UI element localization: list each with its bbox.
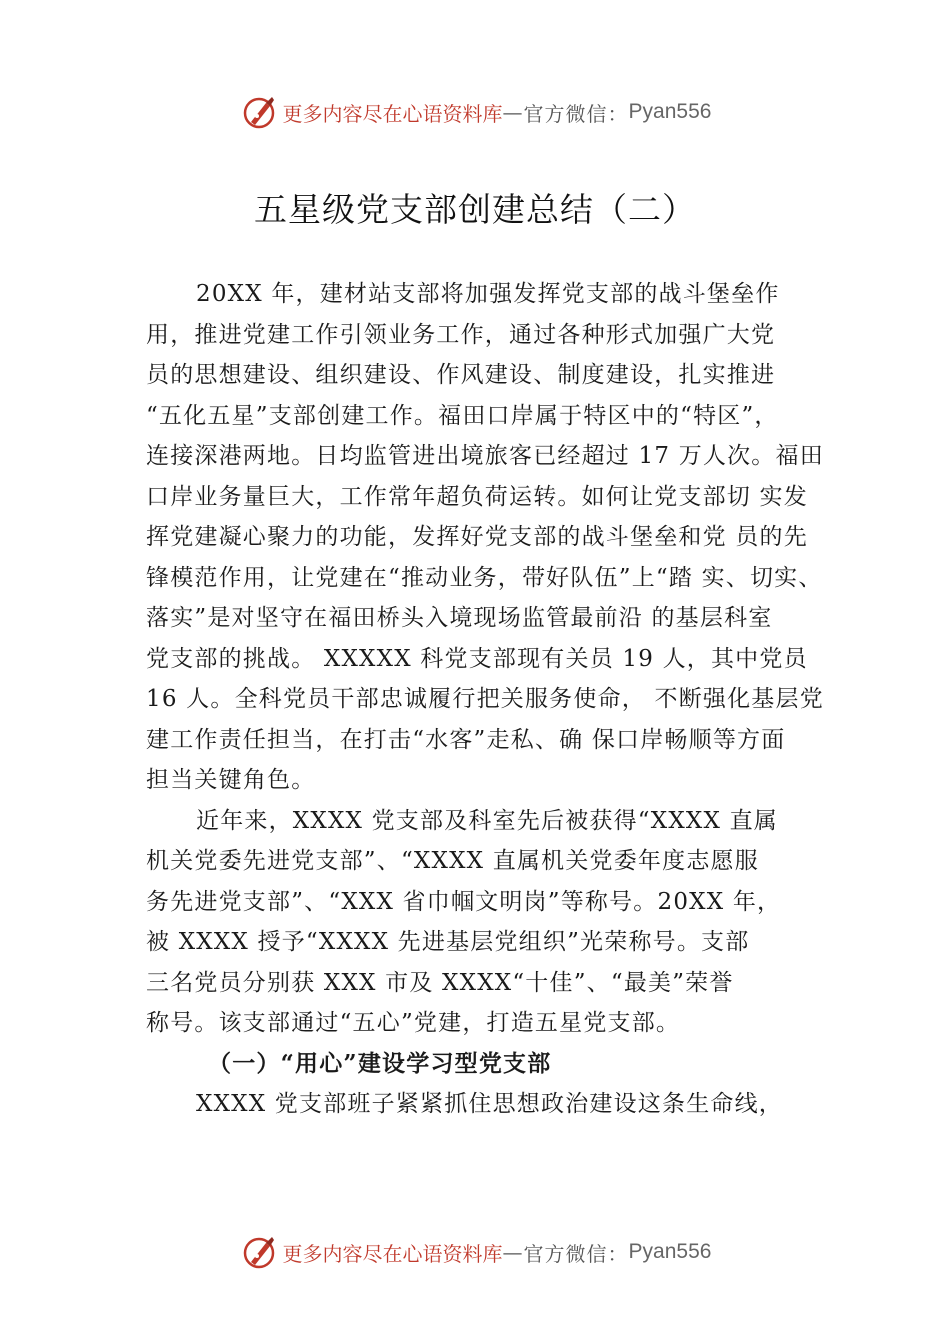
- pen-nib-circle-icon: [239, 92, 279, 132]
- brand-dash: —: [502, 100, 524, 124]
- wechat-label: 官方微信：: [523, 1241, 629, 1266]
- paragraph-1-line-2: 用，推进党建工作引领业务工作，通过各种形式加强广大党: [146, 321, 776, 348]
- paragraph-1-line-10: 党支部的挑战。 XXXXX 科党支部现有关员 19 人，其中党员: [146, 645, 808, 672]
- brand-text: 更多内容尽在心语资料库: [282, 101, 503, 126]
- footer-watermark: [0, 1232, 950, 1272]
- paragraph-2-line-6: 称号。该支部通过“五心”党建，打造五星党支部。: [146, 1010, 681, 1036]
- paragraph-1-line-13: 担当关键角色。: [146, 767, 316, 793]
- header-watermark: [0, 92, 950, 132]
- wechat-id: Pyan556: [628, 1240, 712, 1263]
- pen-nib-circle-icon: [239, 1232, 279, 1272]
- wechat-label: 官方微信：: [523, 101, 629, 126]
- paragraph-1-line-6: 口岸业务量巨大，工作常年超负荷运转。如何让党支部切 实发: [146, 483, 808, 510]
- paragraph-1-line-8: 锋模范作用，让党建在“推动业务，带好队伍”上“踏 实、切实、: [146, 564, 823, 591]
- section-heading-1: （一）“用心”建设学习型党支部: [208, 1049, 552, 1077]
- paragraph-1-line-12: 建工作责任担当，在打击“水客”走私、确 保口岸畅顺等方面: [146, 726, 786, 753]
- paragraph-1-line-7: 挥党建凝心聚力的功能，发挥好党支部的战斗堡垒和党 员的先: [146, 524, 808, 550]
- document-title: 五星级党支部创建总结（二）: [254, 190, 696, 229]
- document-body: [146, 274, 846, 1125]
- paragraph-1-line-5: 连接深港两地。日均监管进出境旅客已经超过 17 万人次。福田: [146, 443, 824, 469]
- paragraph-1-line-9: 落实”是对坚守在福田桥头入境现场监管最前沿 的基层科室: [146, 605, 773, 631]
- paragraph-2-line-2: 机关党委先进党支部”、“XXXX 直属机关党委年度志愿服: [146, 848, 759, 874]
- brand-dash: —: [502, 1240, 524, 1264]
- paragraph-1-line-1: 20XX 年，建材站支部将加强发挥党支部的战斗堡垒作: [196, 281, 780, 307]
- brand-text: 更多内容尽在心语资料库: [282, 1241, 503, 1266]
- paragraph-2-line-5: 三名党员分别获 XXX 市及 XXXX“十佳”、“最美”荣誉: [146, 969, 734, 996]
- paragraph-1-line-11: 16 人。全科党员干部忠诚履行把关服务使命， 不断强化基层党: [146, 686, 824, 712]
- wechat-id: Pyan556: [628, 100, 712, 123]
- paragraph-2-line-3: 务先进党支部”、“XXX 省巾帼文明岗”等称号。20XX 年，: [146, 888, 782, 915]
- paragraph-3-line-1: XXXX 党支部班子紧紧抓住思想政治建设这条生命线，: [196, 1091, 784, 1117]
- paragraph-2-line-4: 被 XXXX 授予“XXXX 先进基层党组织”光荣称号。支部: [146, 929, 750, 955]
- paragraph-1-line-3: 员的思想建设、组织建设、作风建设、制度建设，扎实推进: [146, 362, 776, 388]
- paragraph-1-line-4: “五化五星”支部创建工作。福田口岸属于特区中的“特区”，: [146, 402, 779, 429]
- paragraph-2-line-1: 近年来，XXXX 党支部及科室先后被获得“XXXX 直属: [196, 807, 778, 834]
